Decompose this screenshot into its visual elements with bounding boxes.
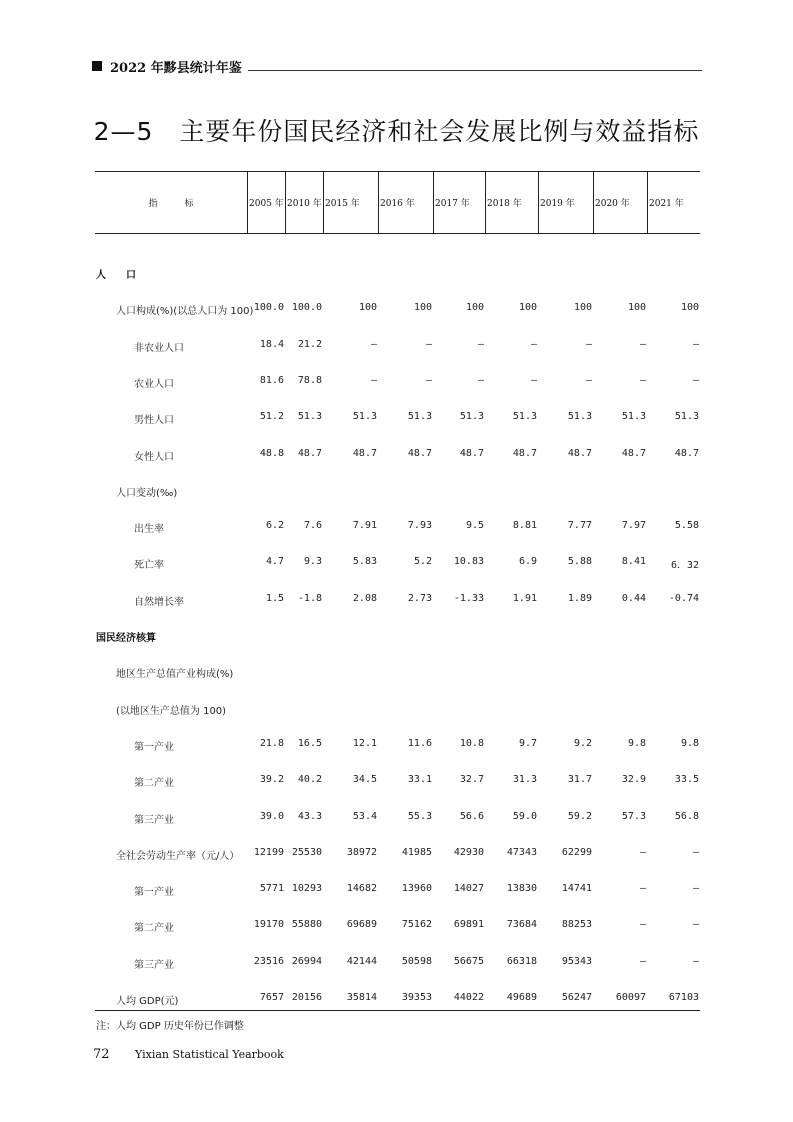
section-heading: 人 口 — [96, 270, 136, 281]
table-cell: 13830 — [506, 883, 537, 894]
table-cell: 100 — [680, 302, 699, 313]
table-cell: 0.44 — [621, 593, 646, 604]
table-cell: 51.3 — [352, 411, 377, 422]
table-cell: 42930 — [453, 847, 484, 858]
page-number: 72 — [93, 1047, 110, 1062]
year-header: 2016 年 — [380, 199, 415, 209]
table-cell: 9.7 — [518, 738, 537, 749]
table-cell: 48.7 — [459, 448, 484, 459]
table-bottom-rule — [95, 1010, 700, 1011]
table-cell: 100 — [465, 302, 484, 313]
header-column-divider — [378, 171, 379, 233]
table-top-rule — [95, 171, 700, 172]
table-cell: 48.7 — [674, 448, 699, 459]
table-cell: 47343 — [506, 847, 537, 858]
row-label: 人口构成(%)(以总人口为 100) — [116, 306, 254, 317]
table-cell: 5.58 — [674, 520, 699, 531]
year-header: 2015 年 — [325, 199, 360, 209]
table-cell: 100 — [358, 302, 377, 313]
square-bullet-icon — [92, 61, 102, 71]
year-header: 2019 年 — [540, 199, 575, 209]
table-cell: -0.74 — [668, 593, 699, 604]
table-cell: 50598 — [401, 956, 432, 967]
table-cell: 59.0 — [512, 811, 537, 822]
table-cell: 2.08 — [352, 593, 377, 604]
table-cell: 1.89 — [567, 593, 592, 604]
row-label: 人口变动(‰) — [116, 488, 178, 499]
header-column-divider — [538, 171, 539, 233]
table-cell: 51.3 — [459, 411, 484, 422]
table-cell: 2.73 — [407, 593, 432, 604]
table-cell: 56.8 — [674, 811, 699, 822]
page-title: 2—5 主要年份国民经济和社会发展比例与效益指标 — [93, 117, 700, 146]
row-label: 男性人口 — [134, 415, 174, 426]
table-cell: 41985 — [401, 847, 432, 858]
table-cell: 60097 — [615, 992, 646, 1003]
year-header: 2017 年 — [435, 199, 470, 209]
table-cell: 100 — [627, 302, 646, 313]
table-cell: 69891 — [453, 919, 484, 930]
table-cell: 100.0 — [253, 302, 284, 313]
table-cell: 5771 — [259, 883, 284, 894]
table-cell: 25530 — [291, 847, 322, 858]
table-cell: 57.3 — [621, 811, 646, 822]
table-cell: 56.6 — [459, 811, 484, 822]
row-label: 全社会劳动生产率（元/人） — [116, 851, 240, 862]
row-label: 女性人口 — [134, 452, 174, 463]
table-cell: 14682 — [346, 883, 377, 894]
table-cell: 51.3 — [297, 411, 322, 422]
table-cell: 40.2 — [297, 774, 322, 785]
table-cell: — — [692, 883, 699, 894]
header-column-divider — [285, 171, 286, 233]
table-cell: 21.2 — [297, 339, 322, 350]
table-cell: 67103 — [668, 992, 699, 1003]
table-cell: 59.2 — [567, 811, 592, 822]
row-label: 出生率 — [134, 524, 164, 535]
table-cell: 35814 — [346, 992, 377, 1003]
table-cell: 4.7 — [265, 556, 284, 567]
table-cell: 51.2 — [259, 411, 284, 422]
indicator-header: 指 标 — [148, 199, 194, 209]
table-header-rule — [95, 233, 700, 234]
table-note: 注：人均 GDP 历史年份已作调整 — [96, 1021, 244, 1032]
row-label: 地区生产总值产业构成(%) — [116, 669, 234, 680]
running-header — [92, 58, 702, 76]
table-cell: 48.7 — [297, 448, 322, 459]
table-cell: 48.7 — [407, 448, 432, 459]
table-cell: 14027 — [453, 883, 484, 894]
table-cell: 7.6 — [303, 520, 322, 531]
table-cell: 42144 — [346, 956, 377, 967]
row-label: 第二产业 — [134, 778, 174, 789]
table-cell: 19170 — [253, 919, 284, 930]
table-cell: 10.83 — [453, 556, 484, 567]
table-cell: 48.8 — [259, 448, 284, 459]
table-cell: 5.83 — [352, 556, 377, 567]
header-column-divider — [323, 171, 324, 233]
table-cell: 7657 — [259, 992, 284, 1003]
table-cell: — — [530, 375, 537, 386]
table-cell: 33.1 — [407, 774, 432, 785]
book-title: Yixian Statistical Yearbook — [135, 1048, 284, 1061]
table-cell: 56247 — [561, 992, 592, 1003]
table-cell: 51.3 — [407, 411, 432, 422]
table-cell: 100 — [518, 302, 537, 313]
year-header: 2018 年 — [487, 199, 522, 209]
row-label: 农业人口 — [134, 379, 174, 390]
table-cell: 73684 — [506, 919, 537, 930]
table-cell: 23516 — [253, 956, 284, 967]
table-cell: -1.8 — [297, 593, 322, 604]
table-cell: 8.41 — [621, 556, 646, 567]
table-cell: — — [692, 919, 699, 930]
table-cell: — — [477, 375, 484, 386]
table-cell: 9.2 — [573, 738, 592, 749]
table-cell: 55.3 — [407, 811, 432, 822]
table-cell: 51.3 — [674, 411, 699, 422]
table-cell: 100 — [573, 302, 592, 313]
table-cell: — — [370, 375, 377, 386]
table-cell: 44022 — [453, 992, 484, 1003]
table-cell: 38972 — [346, 847, 377, 858]
table-cell: — — [425, 339, 432, 350]
row-label: 非农业人口 — [134, 343, 184, 354]
table-cell: — — [585, 375, 592, 386]
table-cell: 9.3 — [303, 556, 322, 567]
table-cell: 8.81 — [512, 520, 537, 531]
table-cell: — — [639, 919, 646, 930]
table-cell: -1.33 — [453, 593, 484, 604]
table-cell: 48.7 — [567, 448, 592, 459]
table-cell: — — [692, 375, 699, 386]
header-column-divider — [593, 171, 594, 233]
table-cell: 49689 — [506, 992, 537, 1003]
table-cell: 39353 — [401, 992, 432, 1003]
table-cell: 95343 — [561, 956, 592, 967]
table-cell: 9.8 — [680, 738, 699, 749]
table-cell: 26994 — [291, 956, 322, 967]
table-cell: 12199 — [253, 847, 284, 858]
table-cell: 51.3 — [512, 411, 537, 422]
table-cell: 48.7 — [512, 448, 537, 459]
table-cell: 31.7 — [567, 774, 592, 785]
table-cell: 32.7 — [459, 774, 484, 785]
table-cell: 14741 — [561, 883, 592, 894]
header-column-divider — [433, 171, 434, 233]
table-cell: — — [639, 956, 646, 967]
table-cell: 31.3 — [512, 774, 537, 785]
table-cell: — — [425, 375, 432, 386]
table-cell: 62299 — [561, 847, 592, 858]
row-label: (以地区生产总值为 100) — [116, 706, 227, 717]
section-heading: 国民经济核算 — [96, 633, 156, 644]
table-cell: 7.93 — [407, 520, 432, 531]
table-cell: — — [639, 375, 646, 386]
table-cell: — — [692, 956, 699, 967]
table-cell: — — [530, 339, 537, 350]
table-cell: 18.4 — [259, 339, 284, 350]
table-cell: 66318 — [506, 956, 537, 967]
table-cell: 100.0 — [291, 302, 322, 313]
table-cell: 51.3 — [567, 411, 592, 422]
table-cell: 1.91 — [512, 593, 537, 604]
table-cell: 9.5 — [465, 520, 484, 531]
table-cell: 10.8 — [459, 738, 484, 749]
table-cell: — — [639, 339, 646, 350]
table-cell: 51.3 — [621, 411, 646, 422]
table-cell: 78.8 — [297, 375, 322, 386]
table-cell: 5.88 — [567, 556, 592, 567]
table-cell: 100 — [413, 302, 432, 313]
table-cell: — — [370, 339, 377, 350]
table-cell: — — [477, 339, 484, 350]
table-cell: 7.91 — [352, 520, 377, 531]
row-label: 第三产业 — [134, 815, 174, 826]
table-cell: 7.77 — [567, 520, 592, 531]
table-cell: 88253 — [561, 919, 592, 930]
table-cell: 6.9 — [518, 556, 537, 567]
year-header: 2010 年 — [287, 199, 322, 209]
table-cell: — — [692, 339, 699, 350]
year-header: 2021 年 — [649, 199, 684, 209]
row-label: 死亡率 — [134, 560, 164, 571]
table-cell: 69689 — [346, 919, 377, 930]
table-cell: 5.2 — [413, 556, 432, 567]
table-cell: 43.3 — [297, 811, 322, 822]
table-cell: 81.6 — [259, 375, 284, 386]
table-cell: 1.5 — [265, 593, 284, 604]
row-label: 第一产业 — [134, 742, 174, 753]
table-cell: 16.5 — [297, 738, 322, 749]
table-cell: 32.9 — [621, 774, 646, 785]
header-column-divider — [485, 171, 486, 233]
row-label: 第二产业 — [134, 923, 174, 934]
header-column-divider — [247, 171, 248, 233]
table-cell: 21.8 — [259, 738, 284, 749]
table-cell: 6.2 — [265, 520, 284, 531]
table-cell: — — [639, 883, 646, 894]
table-cell: 20156 — [291, 992, 322, 1003]
table-cell: 10293 — [291, 883, 322, 894]
table-cell: 55880 — [291, 919, 322, 930]
table-cell: 39.2 — [259, 774, 284, 785]
table-cell: 9.8 — [627, 738, 646, 749]
table-cell: 33.5 — [674, 774, 699, 785]
table-cell: 6．32 — [670, 560, 699, 571]
table-cell: — — [639, 847, 646, 858]
table-cell: — — [692, 847, 699, 858]
table-cell: 11.6 — [407, 738, 432, 749]
table-cell: 12.1 — [352, 738, 377, 749]
table-cell: 53.4 — [352, 811, 377, 822]
row-label: 第三产业 — [134, 960, 174, 971]
table-cell: 48.7 — [621, 448, 646, 459]
table-cell: 34.5 — [352, 774, 377, 785]
table-cell: 39.0 — [259, 811, 284, 822]
row-label: 第一产业 — [134, 887, 174, 898]
header-rule — [248, 70, 702, 71]
row-label: 人均 GDP(元) — [116, 996, 179, 1007]
table-cell: 7.97 — [621, 520, 646, 531]
year-header: 2020 年 — [595, 199, 630, 209]
year-header: 2005 年 — [249, 199, 284, 209]
table-cell: 48.7 — [352, 448, 377, 459]
page-footer — [93, 1047, 284, 1062]
header-column-divider — [647, 171, 648, 233]
table-cell: — — [585, 339, 592, 350]
table-cell: 56675 — [453, 956, 484, 967]
table-cell: 13960 — [401, 883, 432, 894]
running-title: 2022 年黟县统计年鉴 — [110, 61, 242, 76]
table-cell: 75162 — [401, 919, 432, 930]
row-label: 自然增长率 — [134, 597, 184, 608]
